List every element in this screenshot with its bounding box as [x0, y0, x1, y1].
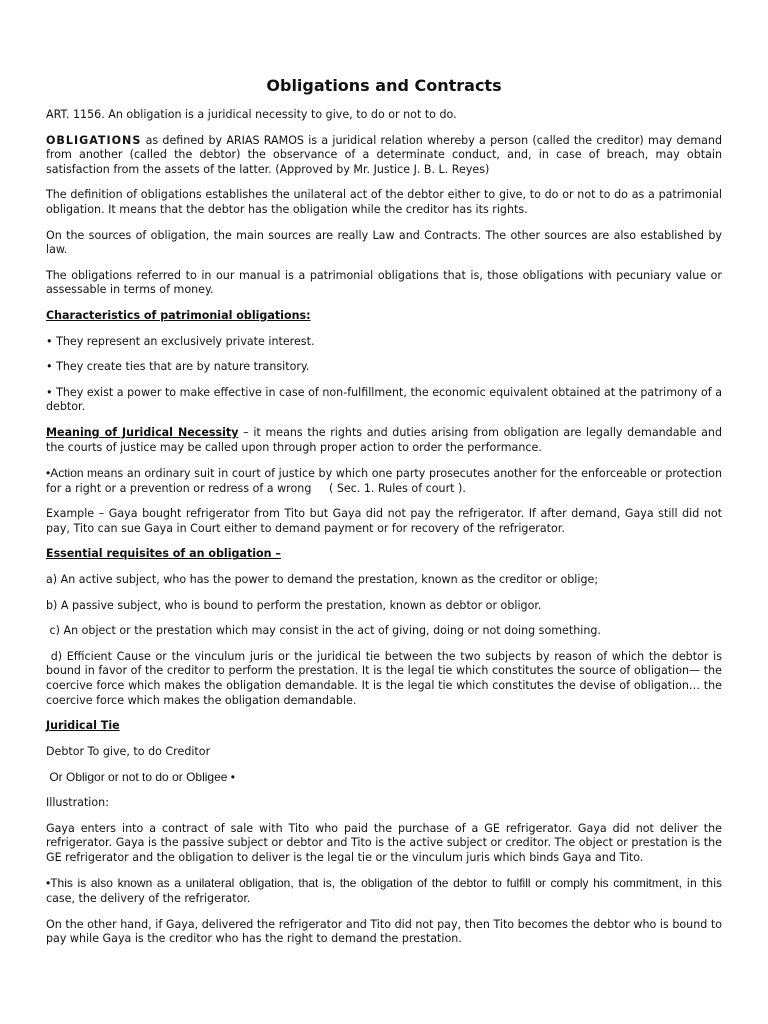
characteristic-item: • They represent an exclusively private interest. — [46, 334, 315, 348]
action-text: ans an ordinary suit in court of justice by which one party prosecutes another for the enforceable or protection for a right or a prevention or redress of a wrong ( Sec. 1. Rules of court ). — [46, 467, 726, 495]
action-paragraph — [46, 466, 726, 496]
unilateral-lead: •This is also known as a unilateral obligation, that is, the obligation of the debtor to fulfill or comply his commitment, — [46, 876, 682, 891]
obligations-definition-text: as defined by ARIAS RAMOS is a juridical relation whereby a person (called the creditor) may demand from another (called the debtor) the observance of a determinate conduct, and, in case of breach, may obtain satisfaction from the assets of the latter. (Approved by Mr. Justice J. B. L. Reyes) — [46, 133, 722, 176]
manual-paragraph: The obligations referred to in our manual is a patrimonial obligations that is, those obligations with pecuniary value or assessable in terms of money. — [46, 268, 722, 297]
juridical-necessity-text: – it means the rights and duties arising from obligation are legally demandable and the courts of justice may be called upon through proper action to order the performance. — [46, 425, 723, 454]
requisite-item: a) An active subject, who has the power to demand the prestation, known as the creditor or oblige; — [46, 573, 599, 587]
action-lead: •Action me — [46, 466, 104, 481]
document-page — [46, 76, 726, 958]
illustration-label: Illustration: — [46, 796, 109, 809]
requisite-item: d) Efficient Cause or the vinculum juris or the juridical tie between the two subjects by reason of which the debtor is bound in favor of the creditor to perform the prestation. It is the legal tie which constitutes the source of obligation— the coercive force which makes the obligation demandable. It is the legal tie which constitutes the devise of obligation… the coercive force which makes the obligation demandable. — [46, 649, 726, 707]
characteristic-item: • They create ties that are by nature transitory. — [46, 360, 310, 374]
definition-paragraph: The definition of obligations establishes the unilateral act of the debtor either to give, to do or not to do as a patrimonial obligation. It means that the debtor has the obligation while the creditor has its rights. — [46, 188, 722, 216]
sources-paragraph: On the sources of obligation, the main sources are really Law and Contracts. The other sources are also established by law. — [46, 228, 722, 257]
characteristic-item: • They exist a power to make effective in case of non-fulfillment, the economic equivalent obtained at the patrimony of a debtor. — [46, 385, 722, 414]
juridical-necessity-term: Meaning of Juridical Necessity — [46, 425, 239, 439]
document-title: Obligations and Contracts — [266, 76, 502, 95]
juridical-necessity-paragraph — [46, 426, 722, 455]
other-hand-paragraph: On the other hand, if Gaya, delivered the refrigerator and Tito did not pay, then Tito becomes the debtor who is bound to pay while Gaya is the creditor who has the right to demand the prestation. — [46, 917, 722, 946]
requisites-heading: Essential requisites of an obligation – — [46, 547, 281, 561]
requisite-item: b) A passive subject, who is bound to perform the prestation, known as debtor or obligor. — [46, 598, 542, 612]
obligations-definition — [46, 134, 722, 178]
characteristics-heading: Characteristics of patrimonial obligations: — [46, 308, 311, 322]
juridical-tie-heading: Juridical Tie — [46, 719, 120, 733]
obligations-term: OBLIGATIONS — [46, 133, 142, 147]
article-1156: ART. 1156. An obligation is a juridical necessity to give, to do or not to do. — [46, 108, 457, 121]
illustration-paragraph: Gaya enters into a contract of sale with Tito who paid the purchase of a GE refrigerator. Gaya did not deliver the refrigerator. Gaya is the passive subject or debtor and Tito is the active subject or creditor. The object or prestation is the GE refrigerator and the obligation to deliver is the legal tie or the vinculum juris which binds Gaya and Tito. — [46, 821, 722, 864]
unilateral-text: in this case, the delivery of the refrigerator. — [46, 877, 722, 905]
juridical-tie-line-1: Debtor To give, to do Creditor — [46, 744, 211, 758]
juridical-tie-line-2: Or Obligor or not to do or Obligee • — [46, 770, 235, 785]
example-paragraph: Example – Gaya bought refrigerator from Tito but Gaya did not pay the refrigerator. If after demand, Gaya still did not pay, Tito can sue Gaya in Court either to demand payment or for recovery of the refrigerator. — [46, 507, 722, 535]
requisite-item: c) An object or the prestation which may consist in the act of giving, doing or not doing something. — [46, 624, 601, 638]
unilateral-paragraph — [46, 876, 722, 906]
